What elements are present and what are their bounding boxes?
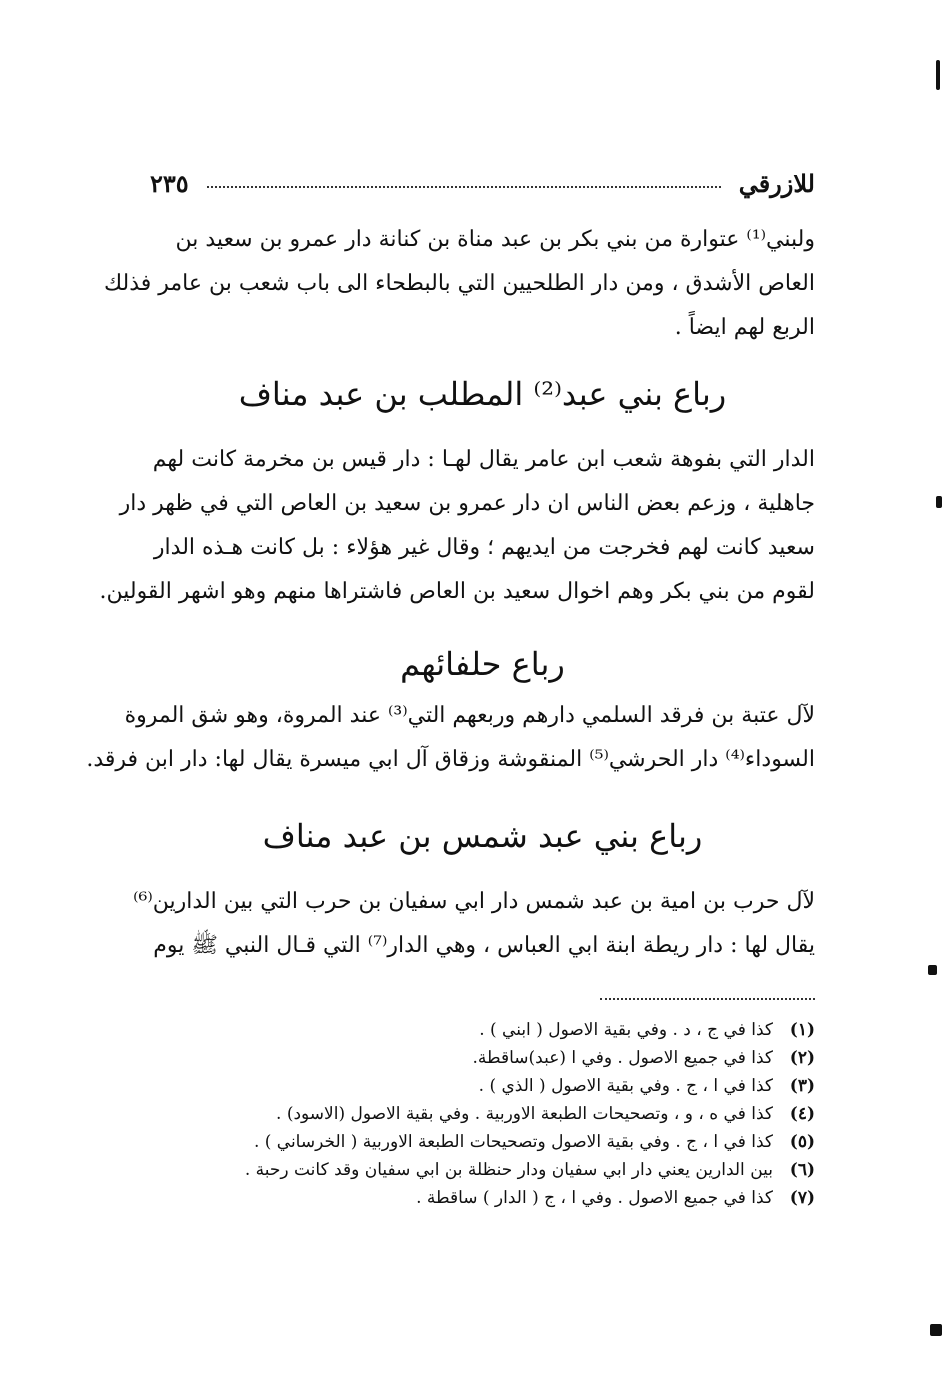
footnote-text: بين الدارين يعني دار ابي سفيان ودار حنظلة بن ابي سفيان وقد كانت رحبة . xyxy=(244,1160,773,1180)
section-heading: رباع بني عبد⁽²⁾ المطلب بن عبد مناف xyxy=(238,375,727,413)
footnote-text: كذا في ا ، ج . وفي بقية الاصول وتصحيحات الطبعة الاوربية ( الخرساني ) . xyxy=(253,1132,773,1152)
footnote-text: كذا في ج ، د . وفي بقية الاصول ( ابني ) . xyxy=(479,1020,773,1040)
paragraph-line: جاهلية ، وزعم بعض الناس ان دار عمرو بن سعيد بن العاص التي في ظهر دار xyxy=(119,491,815,516)
footnote-separator xyxy=(600,998,815,1000)
footnote xyxy=(150,1156,815,1184)
footnote-number: (٧) xyxy=(789,1188,815,1208)
paragraph-line: يقال لها : دار ريطة ابنة ابي العباس ، وهي الدار⁽⁷⁾ التي قـال النبي ﷺ يوم xyxy=(153,933,815,958)
footnote-number: (٣) xyxy=(789,1076,815,1096)
paragraph-line: لقوم من بني بكر وهم اخوال سعيد بن العاص فاشتراها منهم وهو اشهر القولين. xyxy=(99,579,815,604)
paragraph-line: الدار التي بفوهة شعب ابن عامر يقال لهـا : دار قيس بن مخرمة كانت لهم xyxy=(152,447,815,472)
section-heading: رباع حلفائهم xyxy=(400,645,565,683)
footnote xyxy=(150,1072,815,1100)
page-number: ٢٣٥ xyxy=(150,168,189,198)
footnote xyxy=(150,1184,815,1212)
paragraph-line: ولبني⁽¹⁾ عتوارة من بني بكر بن عبد مناة بن كنانة دار عمرو بن سعيد بن xyxy=(175,227,815,252)
header-dotted-leader xyxy=(207,186,721,188)
paragraph-2 xyxy=(99,438,815,614)
footnote-number: (٤) xyxy=(789,1104,815,1124)
footnotes xyxy=(150,1016,815,1212)
footnote-number: (٥) xyxy=(789,1132,815,1152)
scan-margin-mark xyxy=(936,496,942,508)
paragraph-line: السوداء⁽⁴⁾ دار الحرشي⁽⁵⁾ المنقوشة وزقاق آل ابي ميسرة يقال لها: دار ابن فرقد. xyxy=(86,747,815,772)
footnote-text: كذا في جميع الاصول . وفي ا ، ج ( الدار ) ساقطة . xyxy=(416,1188,773,1208)
footnote xyxy=(150,1128,815,1156)
footnote xyxy=(150,1016,815,1044)
paragraph-line: العاص الأشدق ، ومن دار الطلحيين التي بالبطحاء الى باب شعب بن عامر فذلك xyxy=(103,271,815,296)
scan-margin-mark xyxy=(928,965,937,975)
running-title: للازرقي xyxy=(738,168,815,198)
paragraph-4 xyxy=(133,880,815,968)
paragraph-3 xyxy=(86,694,815,782)
running-header xyxy=(150,165,815,201)
paragraph-line: الربع لهم ايضاً . xyxy=(674,315,815,340)
paragraph-1 xyxy=(103,218,815,350)
paragraph-line: لآل حرب بن امية بن عبد شمس دار ابي سفيان بن حرب التي بين الدارين⁽⁶⁾ xyxy=(133,889,815,914)
paragraph-line: لآل عتبة بن فرقد السلمي دارهم وربعهم التي⁽³⁾ عند المروة، وهو شق المروة xyxy=(124,703,815,728)
footnote-number: (١) xyxy=(789,1020,815,1040)
section-heading: رباع بني عبد شمس بن عبد مناف xyxy=(262,817,703,855)
footnote xyxy=(150,1100,815,1128)
footnote-text: كذا في جميع الاصول . وفي ا (عبد)ساقطة. xyxy=(472,1048,773,1068)
footnote-text: كذا في ه ، و ، وتصحيحات الطبعة الاوربية . وفي بقية الاصول (الاسود) . xyxy=(276,1104,773,1124)
footnote-number: (٦) xyxy=(789,1160,815,1180)
footnote-number: (٢) xyxy=(789,1048,815,1068)
scan-margin-mark xyxy=(930,1324,942,1336)
footnote xyxy=(150,1044,815,1072)
paragraph-line: سعيد كانت لهم فخرجت من ايديهم ؛ وقال غير هؤلاء : بل كانت هـذه الدار xyxy=(153,535,815,560)
scan-margin-mark xyxy=(936,60,940,90)
footnote-text: كذا في ا ، ج . وفي بقية الاصول ( الذي ) . xyxy=(478,1076,773,1096)
